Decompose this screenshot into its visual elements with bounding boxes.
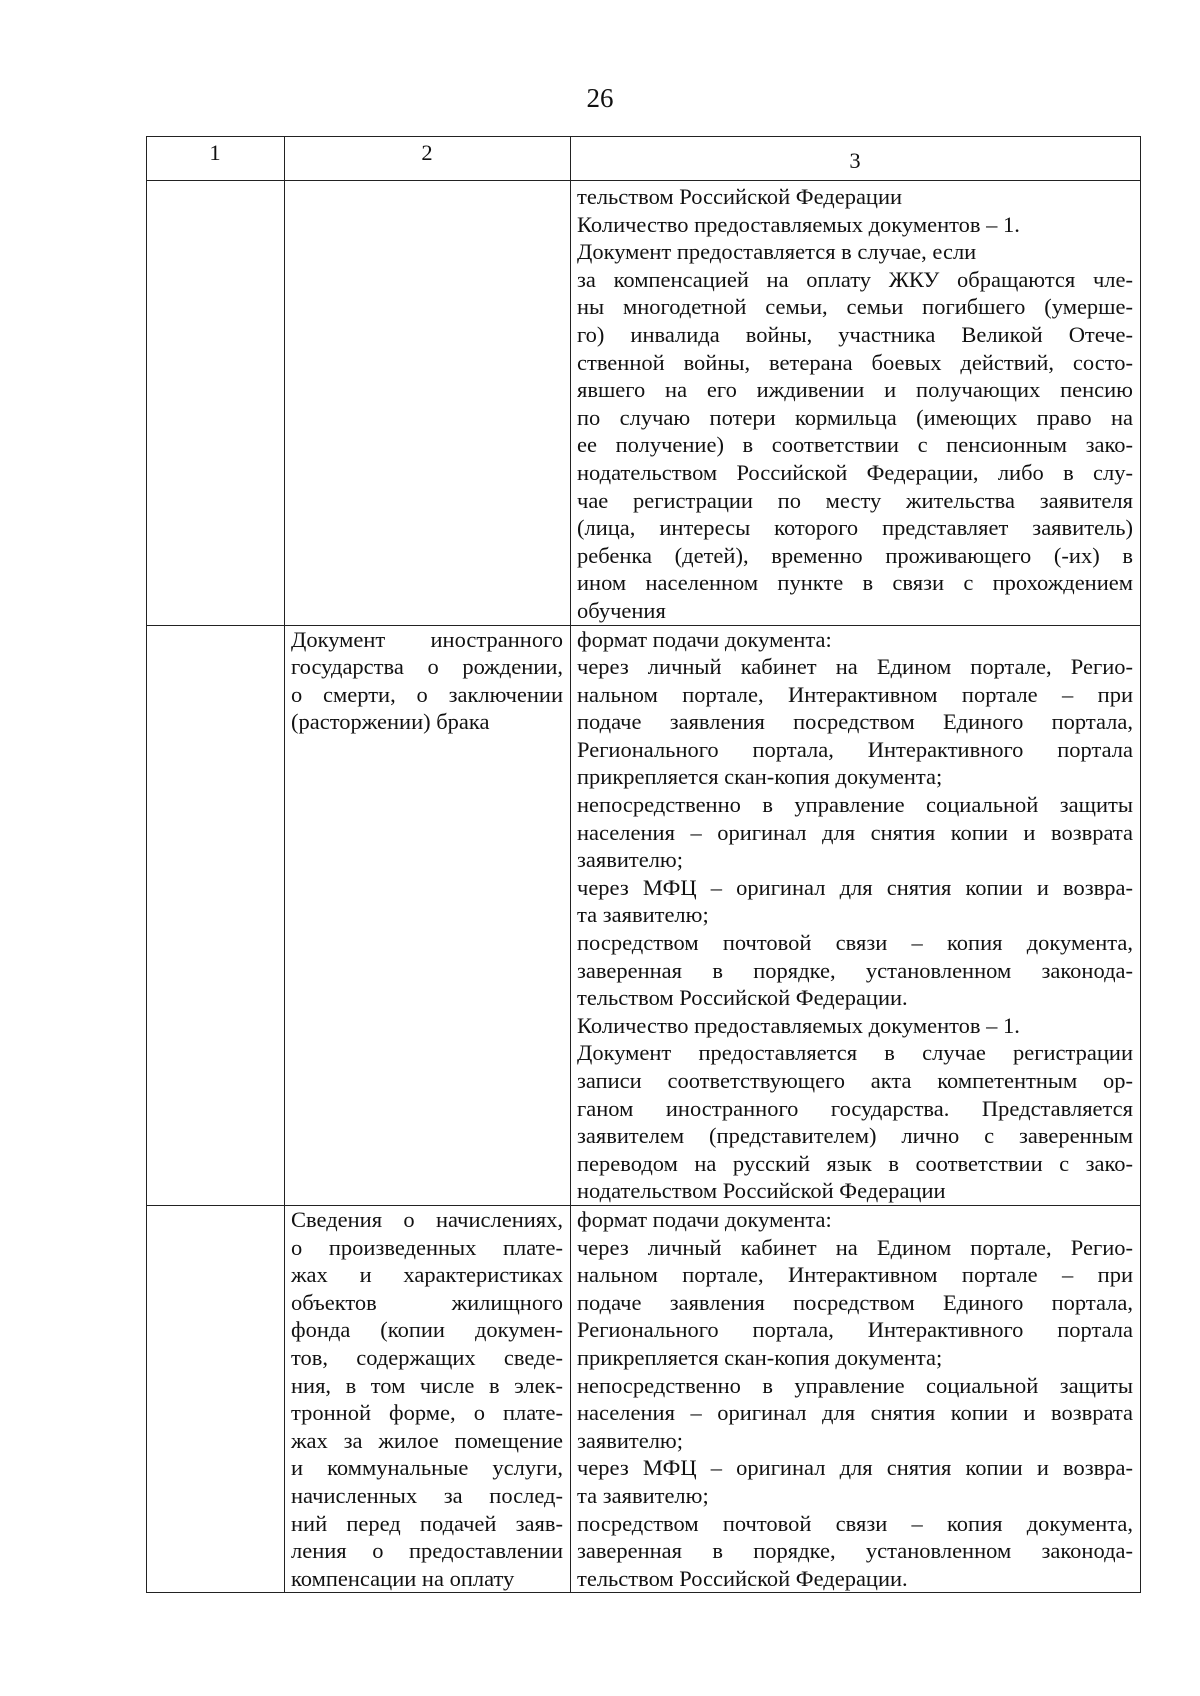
column-header-2: 2 <box>285 137 571 181</box>
text-line: начисленных за послед- <box>291 1482 563 1508</box>
text-line: прикрепляется скан-копия документа; <box>577 764 943 790</box>
text-line: записи соответствующего акта компетентным ор- <box>577 1068 1133 1093</box>
page-number: 26 <box>586 83 614 113</box>
text-line: заявителем (представителем) лично с заверенным <box>577 1123 1133 1149</box>
text-line: подаче заявления посредством Единого портала, <box>577 709 1133 735</box>
text-line: ния, в том числе в элек- <box>291 1372 563 1398</box>
text-line: заявителю; <box>577 847 683 873</box>
text-line: Сведения о начислениях, <box>291 1206 563 1232</box>
text-line: заверенная в порядке, установленном законода- <box>577 1538 1133 1564</box>
text-line: та заявителю; <box>577 1482 709 1508</box>
text-line: (расторжении) брака <box>291 709 490 735</box>
text-line: явшего на его иждивении и получающих пенсию <box>577 377 1133 403</box>
text-line: подаче заявления посредством Единого портала, <box>577 1289 1133 1315</box>
text-line: через личный кабинет на Едином портале, Регио- <box>577 654 1133 680</box>
text-line: Документ предоставляется в случае, если <box>577 239 977 265</box>
text-line: го) инвалида войны, участника Великой Отече- <box>577 321 1133 347</box>
text-line: Количество предоставляемых документов – 1. <box>577 1012 1020 1038</box>
text-line: объектов жилищного <box>291 1289 563 1315</box>
text-line: через личный кабинет на Едином портале, Регио- <box>577 1234 1133 1260</box>
text-line: населения – оригинал для снятия копии и возврата <box>577 819 1133 845</box>
text-line: Количество предоставляемых документов – 1. <box>577 211 1020 237</box>
text-line: заявителю; <box>577 1427 683 1453</box>
text-line: тронной форме, о плате- <box>291 1400 563 1426</box>
text-line: та заявителю; <box>577 902 709 928</box>
column-header-1: 1 <box>147 137 285 181</box>
text-line: ний перед подачей заяв- <box>291 1510 563 1536</box>
text-line: тельством Российской Федерации. <box>577 985 908 1011</box>
text-line: переводом на русский язык в соответствии с зако- <box>577 1150 1133 1176</box>
text-line: по случаю потери кормильца (имеющих право на <box>577 404 1133 430</box>
text-line: нальном портале, Интерактивном портале – при <box>577 1262 1133 1288</box>
document-table <box>146 136 1141 1593</box>
text-line: чае регистрации по месту жительства заявителя <box>577 487 1133 513</box>
text-line: ребенка (детей), временно проживающего (-их) в <box>577 542 1133 568</box>
text-line: и коммунальные услуги, <box>291 1455 563 1481</box>
text-line: ганом иностранного государства. Представляется <box>577 1095 1133 1121</box>
text-line: Документ иностранного <box>291 626 563 652</box>
text-line: нодательством Российской Федерации <box>577 1178 946 1204</box>
text-line: жах и характеристиках <box>291 1262 563 1288</box>
text-line: через МФЦ – оригинал для снятия копии и возвра- <box>577 1455 1133 1481</box>
text-line: Регионального портала, Интерактивного портала <box>577 736 1133 762</box>
text-line: Регионального портала, Интерактивного портала <box>577 1317 1133 1343</box>
text-line: фонда (копии докумен- <box>291 1317 563 1343</box>
text-line: Документ предоставляется в случае регистрации <box>577 1040 1133 1066</box>
text-line: государства о рождении, <box>291 654 563 680</box>
text-line: ления о предоставлении <box>291 1538 563 1564</box>
cell-col3 <box>571 181 1141 626</box>
text-line: жах за жилое помещение <box>291 1427 563 1453</box>
column-header-3: 3 <box>571 137 1141 181</box>
text-line: формат подачи документа: <box>577 1206 832 1232</box>
text-line: посредством почтовой связи – копия документа, <box>577 930 1133 956</box>
cell-col2 <box>285 1205 571 1592</box>
text-line: тов, содержащих сведе- <box>291 1344 563 1370</box>
cell-col1 <box>147 181 285 626</box>
text-line: обучения <box>577 597 666 623</box>
text-line: за компенсацией на оплату ЖКУ обращаются чле- <box>577 266 1133 292</box>
text-line: непосредственно в управление социальной защиты <box>577 1372 1133 1398</box>
table-header-row <box>147 137 1141 181</box>
cell-col3 <box>571 625 1141 1205</box>
text-line: тельством Российской Федерации. <box>577 1565 908 1591</box>
text-line: формат подачи документа: <box>577 626 832 652</box>
table-row <box>147 1205 1141 1592</box>
table-row <box>147 625 1141 1205</box>
text-line: ственной войны, ветерана боевых действий, состо- <box>577 349 1133 375</box>
cell-col2 <box>285 625 571 1205</box>
text-line: компенсации на оплату <box>291 1565 515 1591</box>
text-line: нальном портале, Интерактивном портале – при <box>577 681 1133 707</box>
text-line: ны многодетной семьи, семьи погибшего (умерше- <box>577 294 1133 320</box>
text-line: прикрепляется скан-копия документа; <box>577 1344 943 1370</box>
cell-col1 <box>147 1205 285 1592</box>
text-line: тельством Российской Федерации <box>577 184 903 209</box>
text-line: нодательством Российской Федерации, либо в слу- <box>577 459 1133 485</box>
cell-col2 <box>285 181 571 626</box>
text-line: посредством почтовой связи – копия документа, <box>577 1510 1133 1536</box>
cell-col3 <box>571 1205 1141 1592</box>
text-line: (лица, интересы которого представляет заявитель) <box>577 515 1133 541</box>
text-line: населения – оригинал для снятия копии и возврата <box>577 1400 1133 1426</box>
text-line: ее получение) в соответствии с пенсионным зако- <box>577 432 1133 458</box>
text-line: ином населенном пункте в связи с прохождением <box>577 570 1133 596</box>
text-line: о произведенных плате- <box>291 1234 563 1260</box>
text-line: через МФЦ – оригинал для снятия копии и возвра- <box>577 874 1133 900</box>
table-row <box>147 181 1141 626</box>
text-line: заверенная в порядке, установленном законода- <box>577 957 1133 983</box>
text-line: о смерти, о заключении <box>291 681 563 707</box>
text-line: непосредственно в управление социальной защиты <box>577 792 1133 818</box>
cell-col1 <box>147 625 285 1205</box>
